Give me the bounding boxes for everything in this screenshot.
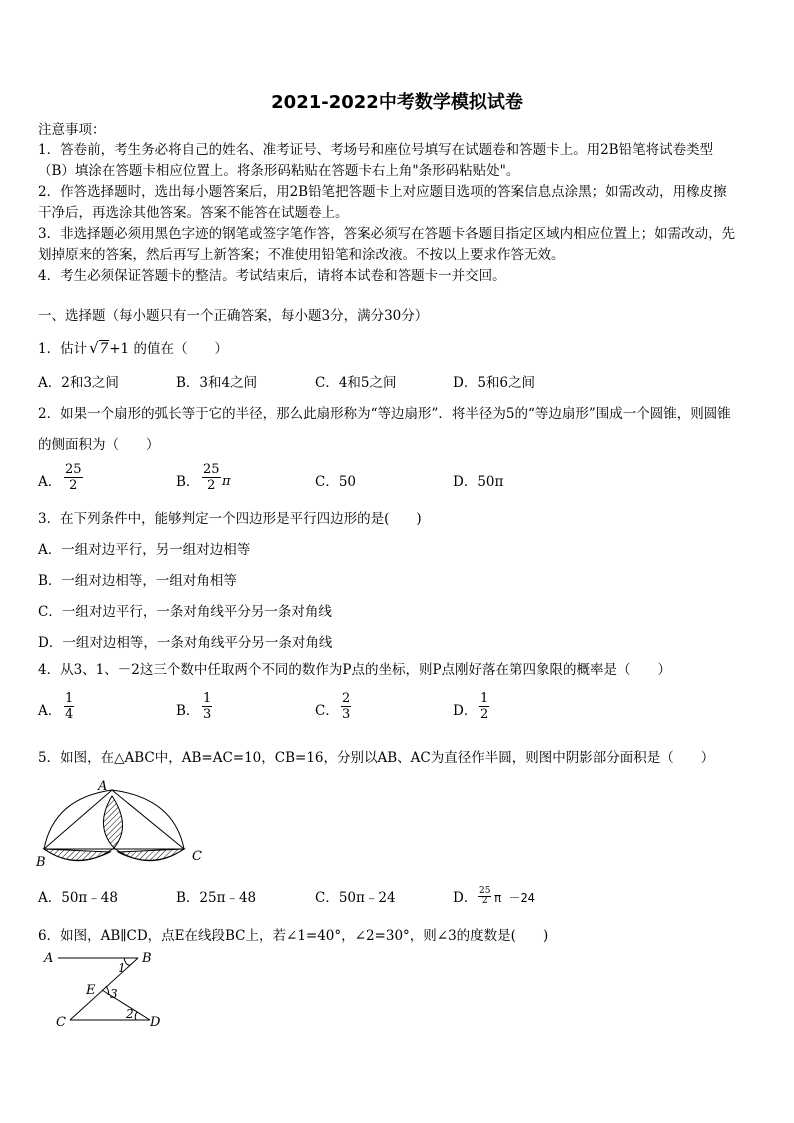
angle-2-label: 2 [126, 1007, 134, 1021]
label-c: C [56, 1015, 66, 1030]
q2-option-b-fraction [202, 462, 221, 493]
q4-option-b-fraction [202, 691, 212, 722]
q6-stem: 6．如图，AB∥CD，点E在线段BC上，若∠1=40°，∠2=30°，则∠3的度数是( ) [38, 928, 549, 944]
notice-heading: 注意事项： [38, 122, 106, 138]
angle-1-label: 1 [118, 961, 126, 975]
notice-line: 干净后，再选涂其他答案。答案不能答在试题卷上。 [38, 205, 349, 221]
fraction-denominator: 3 [342, 707, 351, 722]
q4-option-c-fraction [341, 691, 351, 722]
sqrt-symbol: √7 [89, 339, 109, 357]
fraction-denominator: 2 [207, 478, 216, 493]
q2-stem-line1: 2．如果一个扇形的弧长等于它的半径，那么此扇形称为“等边扇形”．将半径为5的“等边扇形”围成一个圆锥，则圆锥 [38, 406, 731, 422]
section-heading: 一、选择题（每小题只有一个正确答案，每小题3分，满分30分） [38, 308, 429, 324]
notice-line: 1．答卷前，考生务必将自己的姓名、准考证号、考场号和座位号填写在试题卷和答题卡上。用2B铅笔将试卷类型 [38, 142, 714, 158]
angle-2-arc [135, 1012, 137, 1020]
shaded-region [103, 796, 122, 848]
q4-option-b-label: B． [176, 703, 200, 719]
fraction-numerator: 25 [479, 886, 491, 896]
q4-stem: 4．从3、1、－2这三个数中任取两个不同的数作为P点的坐标，则P点刚好落在第四象限的概率是（ ） [38, 662, 672, 678]
q4-option-c-label: C． [315, 703, 339, 719]
page-title: 2021-2022中考数学模拟试卷 [271, 92, 523, 113]
q1-option-b: B．3和4之间 [176, 375, 258, 391]
fraction-numerator: 25 [203, 462, 220, 477]
q5-option-d-label: D． [453, 890, 478, 906]
fraction-numerator: 2 [342, 691, 351, 706]
notice-line: 2．作答选择题时，选出每小题答案后，用2B铅笔把答题卡上对应题目选项的答案信息点涂黑；如需改动，用橡皮擦 [38, 184, 727, 200]
label-d: D [150, 1015, 161, 1030]
q1-option-a: A．2和3之间 [38, 375, 119, 391]
q2-option-c: C．50 [315, 474, 357, 490]
label-c: C [192, 849, 202, 864]
fraction-numerator: 1 [203, 691, 212, 706]
notice-line: （B）填涂在答题卡相应位置上。将条形码粘贴在答题卡右上角"条形码粘贴处"。 [38, 163, 520, 179]
q3-stem: 3．在下列条件中，能够判定一个四边形是平行四边形的是( ) [38, 511, 422, 527]
q2-stem-line2: 的侧面积为（ ） [38, 437, 160, 453]
label-a: A [44, 951, 54, 966]
q6-figure [40, 946, 170, 1031]
fraction-numerator: 25 [65, 462, 82, 477]
fraction-denominator: 2 [480, 707, 489, 722]
fraction-numerator: 1 [65, 691, 74, 706]
q3-option-b: B．一组对边相等，一组对角相等 [38, 573, 237, 589]
notice-line: 4．考生必须保证答题卡的整洁。考试结束后，请将本试卷和答题卡一并交回。 [38, 268, 506, 284]
q2-option-b-label: B． [176, 474, 200, 490]
q3-option-c: C．一组对边平行，一条对角线平分另一条对角线 [38, 604, 332, 620]
label-b: B [36, 855, 46, 870]
fraction-denominator: 3 [203, 707, 212, 722]
label-b: B [142, 951, 152, 966]
notice-line: 3．非选择题必须用黑色字迹的钢笔或签字笔作答，答案必须写在答题卡各题目指定区域内相应位置上；如需改动，先 [38, 226, 736, 242]
q5-option-d-fraction [478, 887, 491, 906]
q5-option-a: A．50π﹣48 [38, 890, 118, 906]
angle-3-label: 3 [110, 987, 118, 1001]
pi-symbol: π [222, 474, 231, 489]
q1-option-d: D．5和6之间 [453, 375, 536, 391]
q1-suffix: +1 的值在（ ） [109, 341, 228, 357]
q5-figure [34, 778, 214, 870]
q2-option-a-fraction [64, 462, 83, 493]
q4-option-a-label: A． [38, 703, 62, 719]
fraction-numerator: 1 [480, 691, 489, 706]
q1-option-c: C．4和5之间 [315, 375, 397, 391]
q3-option-a: A．一组对边平行，另一组对边相等 [38, 542, 251, 558]
fraction-denominator: 4 [65, 707, 74, 722]
q5-stem: 5．如图，在△ABC中，AB=AC=10，CB=16，分别以AB、AC为直径作半圆，则图中阴影部分面积是（ ） [38, 750, 715, 766]
label-e: E [86, 983, 96, 998]
q5-option-b: B．25π﹣48 [176, 890, 257, 906]
q5-option-d-tail: π －24 [494, 891, 535, 905]
q2-option-d: D．50π [453, 474, 504, 490]
q1-prefix: 1．估计 [38, 341, 88, 357]
q4-option-d-label: D． [453, 703, 478, 719]
question-1 [38, 339, 228, 358]
q1-radicand: 7 [99, 341, 109, 357]
q5-option-c: C．50π﹣24 [315, 890, 396, 906]
q2-option-a-label: A． [38, 474, 62, 490]
q4-option-d-fraction [479, 691, 489, 722]
q3-option-d: D．一组对边相等，一条对角线平分另一条对角线 [38, 635, 333, 651]
label-a: A [98, 779, 108, 794]
fraction-denominator: 2 [481, 896, 488, 906]
q4-option-a-fraction [64, 691, 74, 722]
notice-line: 划掉原来的答案，然后再写上新答案；不准使用铅笔和涂改液。不按以上要求作答无效。 [38, 247, 565, 263]
fraction-denominator: 2 [69, 478, 78, 493]
